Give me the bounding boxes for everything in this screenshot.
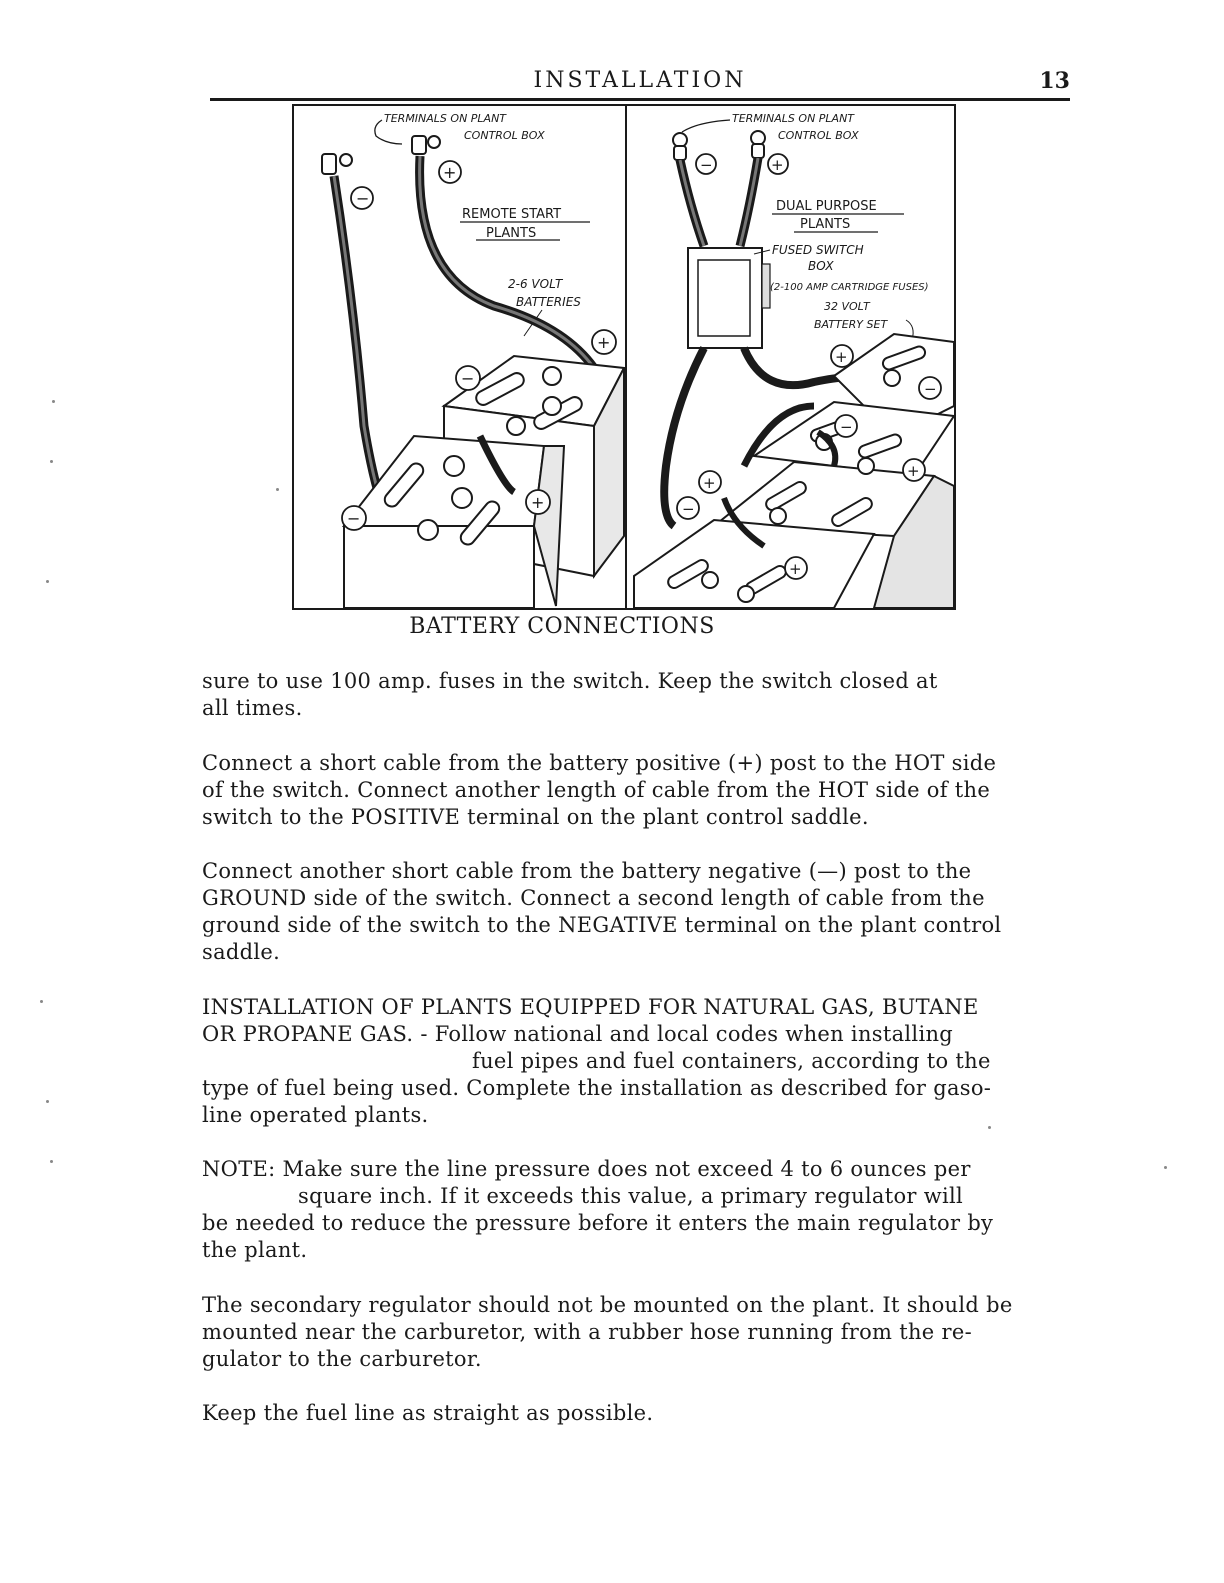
- scan-speck: [276, 488, 279, 491]
- text-line: square inch. If it exceeds this value, a primary regulator will: [298, 1184, 964, 1208]
- svg-text:−: −: [347, 509, 361, 528]
- scan-speck: [50, 1160, 53, 1163]
- fused-switch-label-2: BOX: [808, 259, 834, 273]
- page-header: [210, 66, 1070, 101]
- scan-speck: [46, 1100, 49, 1103]
- svg-text:+: +: [835, 348, 848, 366]
- left-negative-terminal: [322, 154, 352, 174]
- scan-speck: [1164, 1166, 1167, 1169]
- right-battery-label-1: 32 VOLT: [824, 300, 870, 313]
- text-line: Connect a short cable from the battery positive (+) post to the HOT side: [202, 751, 997, 775]
- right-terminals-label-2: CONTROL BOX: [778, 129, 859, 142]
- svg-text:−: −: [840, 418, 853, 436]
- text-line: type of fuel being used. Complete the installation as described for gaso-: [202, 1076, 992, 1100]
- svg-text:+: +: [531, 493, 545, 512]
- scan-speck: [988, 1126, 991, 1129]
- page-number: 13: [1039, 68, 1070, 94]
- left-plant-type-2: PLANTS: [486, 226, 537, 241]
- fused-switch-label-1: FUSED SWITCH: [772, 243, 864, 257]
- right-plant-type-2: PLANTS: [800, 217, 851, 232]
- text-line: sure to use 100 amp. fuses in the switch. Keep the switch closed at: [202, 669, 938, 693]
- fuse-label: (2-100 AMP CARTRIDGE FUSES): [770, 282, 929, 293]
- battery-connections-figure: [292, 104, 956, 610]
- text-line: gulator to the carburetor.: [202, 1347, 482, 1371]
- svg-text:−: −: [924, 380, 937, 398]
- paragraph-fuses: [202, 668, 1082, 722]
- right-plant-type-1: DUAL PURPOSE: [776, 199, 877, 214]
- svg-text:+: +: [597, 333, 611, 352]
- text-line: NOTE: Make sure the line pressure does not exceed 4 to 6 ounces per: [202, 1157, 971, 1181]
- right-positive-terminal: [751, 131, 765, 158]
- text-line: Keep the fuel line as straight as possible.: [202, 1401, 654, 1425]
- svg-text:+: +: [771, 156, 784, 174]
- left-terminals-label-1: TERMINALS ON PLANT: [384, 112, 507, 125]
- paragraph-fuel-line: [202, 1400, 1082, 1427]
- text-line: The secondary regulator should not be mounted on the plant. It should be: [202, 1293, 1013, 1317]
- paragraph-secondary-regulator: [202, 1292, 1082, 1373]
- text-line: be needed to reduce the pressure before it enters the main regulator by: [202, 1211, 994, 1235]
- svg-text:+: +: [789, 560, 802, 578]
- scan-speck: [40, 1000, 43, 1003]
- right-negative-terminal: [673, 133, 687, 160]
- right-terminals-label-1: TERMINALS ON PLANT: [732, 112, 855, 125]
- left-battery-label-2: BATTERIES: [516, 295, 581, 309]
- text-line: mounted near the carburetor, with a rubber hose running from the re-: [202, 1320, 972, 1344]
- text-line: all times.: [202, 696, 303, 720]
- left-battery-lower: [344, 436, 564, 608]
- text-line: Connect another short cable from the battery negative (—) post to the: [202, 859, 972, 883]
- text-line: OR PROPANE GAS. - Follow national and local codes when installing: [202, 1022, 954, 1046]
- paragraph-positive-cable: [202, 750, 1082, 831]
- svg-text:+: +: [443, 163, 457, 182]
- paragraph-note: [202, 1156, 1082, 1264]
- svg-text:+: +: [703, 474, 716, 492]
- section-title: INSTALLATION: [533, 68, 747, 93]
- text-line: the plant.: [202, 1238, 308, 1262]
- figure-caption: BATTERY CONNECTIONS: [409, 614, 715, 639]
- text-line: switch to the POSITIVE terminal on the plant control saddle.: [202, 805, 869, 829]
- text-line: INSTALLATION OF PLANTS EQUIPPED FOR NATURAL GAS, BUTANE: [202, 995, 979, 1019]
- paragraph-gas-installation: [202, 994, 1082, 1129]
- right-panel: [634, 112, 954, 608]
- scan-speck: [46, 580, 49, 583]
- text-line: saddle.: [202, 940, 281, 964]
- svg-text:−: −: [356, 189, 370, 208]
- left-terminals-label-2: CONTROL BOX: [464, 129, 545, 142]
- scan-speck: [50, 460, 53, 463]
- text-line: ground side of the switch to the NEGATIVE terminal on the plant control: [202, 913, 1002, 937]
- left-plant-type-1: REMOTE START: [462, 207, 562, 222]
- svg-text:−: −: [682, 500, 695, 518]
- svg-text:−: −: [461, 369, 475, 388]
- left-positive-cable: [420, 156, 594, 368]
- paragraph-negative-cable: [202, 858, 1082, 966]
- text-line: line operated plants.: [202, 1103, 429, 1127]
- fused-switch-box: [688, 248, 770, 348]
- scan-speck: [52, 400, 55, 403]
- left-positive-terminal: [412, 136, 440, 154]
- right-battery-label-2: BATTERY SET: [814, 318, 888, 331]
- battery-diagram: [294, 106, 954, 608]
- svg-text:−: −: [700, 156, 713, 174]
- text-line: of the switch. Connect another length of cable from the HOT side of the: [202, 778, 991, 802]
- text-line: GROUND side of the switch. Connect a second length of cable from the: [202, 886, 985, 910]
- text-line: fuel pipes and fuel containers, according to the: [472, 1049, 991, 1073]
- left-panel: [322, 112, 624, 608]
- svg-text:+: +: [907, 462, 920, 480]
- left-battery-label-1: 2-6 VOLT: [508, 277, 563, 291]
